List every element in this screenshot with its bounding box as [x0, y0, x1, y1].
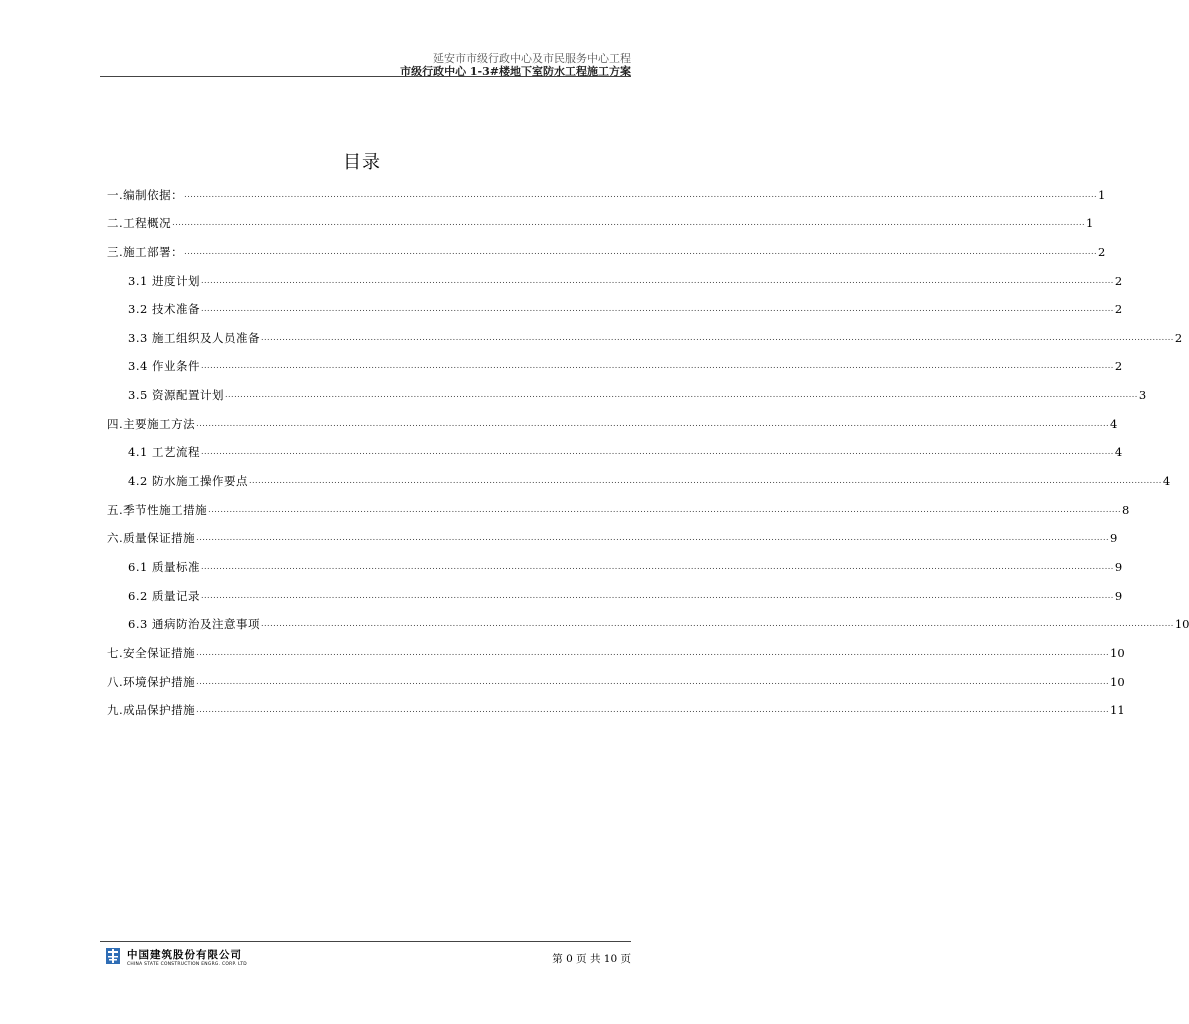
toc-entry-label: 6.2 质量记录 [128, 588, 200, 603]
toc-entry[interactable] [107, 577, 1123, 606]
page-number: 第 0 页 共 10 页 [552, 953, 631, 965]
toc-dot-leader: ............................................................................................................................................................................................................................................................................................................ [260, 619, 1174, 629]
toc-entry-label: 3.1 进度计划 [128, 273, 200, 288]
toc-entry[interactable] [107, 233, 1106, 262]
toc-entry[interactable] [107, 405, 1118, 434]
toc-entry-page: 10 [1174, 617, 1189, 632]
toc-entry-label: 九.成品保护措施 [107, 703, 196, 718]
toc-entry-page: 9 [1110, 531, 1118, 546]
toc-dot-leader: ............................................................................................................................................................................................................................................................................................................ [224, 390, 1138, 400]
toc-entry-page: 1 [1086, 216, 1094, 231]
toc-dot-leader: ............................................................................................................................................................................................................................................................................................................ [200, 561, 1114, 571]
toc-entry-page: 2 [1098, 244, 1106, 259]
toc-entry-page: 4 [1114, 445, 1123, 460]
toc-entry[interactable] [107, 205, 1094, 234]
toc-entry-page: 4 [1162, 474, 1171, 489]
toc-dot-leader: ............................................................................................................................................................................................................................................................................................................ [196, 676, 1110, 686]
toc-entry[interactable] [107, 176, 1106, 205]
company-name-cn: 中国建筑股份有限公司 [127, 949, 242, 961]
toc-entry[interactable] [107, 491, 1130, 520]
toc-entry-label: 4.1 工艺流程 [128, 445, 200, 460]
toc-dot-leader: ............................................................................................................................................................................................................................................................................................................ [200, 361, 1114, 371]
toc-entry-label: 6.1 质量标准 [128, 559, 200, 574]
toc-dot-leader: ............................................................................................................................................................................................................................................................................................................ [208, 504, 1122, 514]
toc-entry-label: 3.5 资源配置计划 [128, 388, 224, 403]
toc-entry-label: 3.4 作业条件 [128, 359, 200, 374]
toc-entry-label: 3.3 施工组织及人员准备 [128, 330, 260, 345]
toc-entry-page: 10 [1110, 645, 1125, 660]
toc-entry[interactable] [107, 348, 1123, 377]
toc-entry-page: 9 [1114, 588, 1123, 603]
toc-entry[interactable] [107, 548, 1123, 577]
toc-entry-page: 8 [1122, 502, 1130, 517]
toc-dot-leader: ............................................................................................................................................................................................................................................................................................................ [196, 418, 1110, 428]
toc-entry-label: 六.质量保证措施 [107, 531, 196, 546]
toc-dot-leader: ............................................................................................................................................................................................................................................................................................................ [260, 332, 1174, 342]
table-of-contents [107, 176, 1189, 720]
toc-entry-page: 11 [1110, 703, 1125, 718]
page-header [400, 52, 631, 78]
toc-entry-label: 4.2 防水施工操作要点 [128, 474, 248, 489]
toc-entry-label: 五.季节性施工措施 [107, 502, 208, 517]
toc-entry-label: 七.安全保证措施 [107, 645, 196, 660]
toc-dot-leader: ............................................................................................................................................................................................................................................................................................................ [196, 533, 1110, 543]
toc-dot-leader: ............................................................................................................................................................................................................................................................................................................ [200, 304, 1114, 314]
toc-entry[interactable] [107, 376, 1147, 405]
toc-dot-leader: ............................................................................................................................................................................................................................................................................................................ [172, 218, 1086, 228]
header-divider [100, 76, 631, 77]
toc-entry-page: 10 [1110, 674, 1125, 689]
company-logo-icon [106, 948, 120, 964]
toc-dot-leader: ............................................................................................................................................................................................................................................................................................................ [248, 476, 1162, 486]
toc-entry-label: 二.工程概况 [107, 216, 172, 231]
toc-dot-leader: ............................................................................................................................................................................................................................................................................................................ [200, 447, 1114, 457]
toc-entry-label: 八.环境保护措施 [107, 674, 196, 689]
toc-entry[interactable] [107, 663, 1125, 692]
toc-entry-page: 9 [1114, 559, 1123, 574]
toc-entry[interactable] [107, 291, 1123, 320]
toc-title: 目录 [343, 152, 381, 173]
header-project-name: 延安市市级行政中心及市民服务中心工程 [433, 52, 631, 65]
toc-entry-page: 2 [1174, 330, 1183, 345]
toc-entry-label: 四.主要施工方法 [107, 416, 196, 431]
toc-entry[interactable] [107, 634, 1125, 663]
toc-entry[interactable] [107, 262, 1123, 291]
toc-entry-page: 2 [1114, 273, 1123, 288]
toc-entry-page: 1 [1098, 187, 1106, 202]
toc-entry[interactable] [107, 319, 1183, 348]
toc-entry-page: 2 [1114, 302, 1123, 317]
footer-divider [100, 941, 631, 942]
toc-entry-page: 4 [1110, 416, 1118, 431]
toc-entry-label: 6.3 通病防治及注意事项 [128, 617, 260, 632]
toc-entry-page: 3 [1138, 388, 1147, 403]
header-document-name: 市级行政中心 1-3#楼地下室防水工程施工方案 [400, 65, 631, 78]
toc-dot-leader: ............................................................................................................................................................................................................................................................................................................ [184, 189, 1098, 199]
toc-dot-leader: ............................................................................................................................................................................................................................................................................................................ [200, 275, 1114, 285]
toc-entry-label: 三.施工部署： [107, 244, 184, 259]
company-name-en: CHINA STATE CONSTRUCTION ENGRG. CORP. LTD [127, 962, 247, 967]
toc-dot-leader: ............................................................................................................................................................................................................................................................................................................ [196, 647, 1110, 657]
toc-entry-label: 3.2 技术准备 [128, 302, 200, 317]
toc-dot-leader: ............................................................................................................................................................................................................................................................................................................ [184, 246, 1098, 256]
toc-entry[interactable] [107, 606, 1189, 635]
toc-dot-leader: ............................................................................................................................................................................................................................................................................................................ [196, 705, 1110, 715]
toc-entry[interactable] [107, 520, 1118, 549]
toc-entry[interactable] [107, 462, 1171, 491]
toc-entry-label: 一.编制依据： [107, 187, 184, 202]
toc-entry[interactable] [107, 434, 1123, 463]
toc-entry-page: 2 [1114, 359, 1123, 374]
toc-dot-leader: ............................................................................................................................................................................................................................................................................................................ [200, 590, 1114, 600]
toc-entry[interactable] [107, 692, 1125, 721]
